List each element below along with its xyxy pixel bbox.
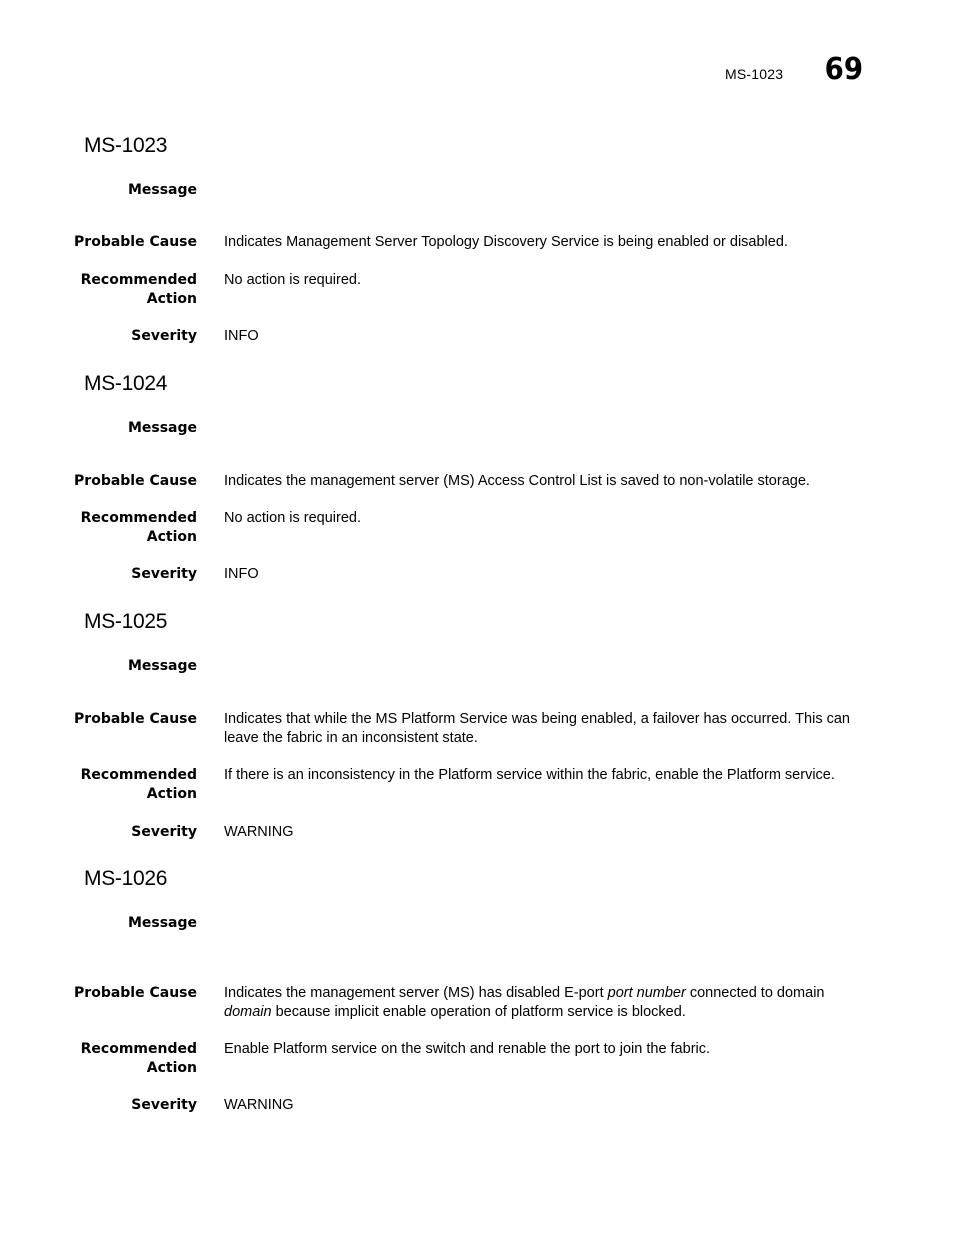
severity-label: Severity [131,566,197,582]
severity-label: Severity [131,824,197,840]
section-title: MS-1024 [84,372,168,395]
chapter-number: 69 [824,52,864,87]
recommended-action-text: No action is required. [224,272,362,288]
domain-variable: domain [224,1004,272,1020]
recommended-action-label [57,509,197,547]
recommended-action-label-line-2: Action [146,529,197,545]
severity-label: Severity [131,1097,197,1113]
section-title: MS-1023 [84,134,168,157]
section-title: MS-1025 [84,610,168,633]
probable-cause-text: Indicates Management Server Topology Discovery Service is being enabled or disabled. [224,234,788,250]
recommended-action-label-line-2: Action [146,291,197,307]
probable-cause-text-part: connected to domain [685,985,825,1001]
message-label: Message [127,915,197,931]
message-label: Message [127,658,197,674]
probable-cause-text-part: Indicates the management server (MS) has disabled E-port [224,985,608,1001]
recommended-action-label [57,1040,197,1078]
recommended-action-label-line-1: Recommended [80,510,197,526]
message-label: Message [127,420,197,436]
probable-cause-label: Probable Cause [74,711,197,727]
recommended-action-text: No action is required. [224,510,362,526]
severity-value: INFO [224,328,259,344]
recommended-action-label-line-1: Recommended [80,767,197,783]
running-title: MS-1023 [725,66,784,82]
probable-cause-text: Indicates that while the MS Platform Service was being enabled, a failover has occurred. This can leave the fabric in an inconsistent state. [224,711,850,746]
message-label: Message [127,182,197,198]
probable-cause-label: Probable Cause [74,473,197,489]
recommended-action-label-line-2: Action [146,1060,197,1076]
severity-value: WARNING [224,824,294,840]
recommended-action-text: Enable Platform service on the switch and renable the port to join the fabric. [224,1041,711,1057]
port-number-variable: port number [607,985,686,1001]
probable-cause-text: Indicates the management server (MS) Access Control List is saved to non-volatile storage. [224,473,810,489]
section-title: MS-1026 [84,867,168,890]
recommended-action-label [57,271,197,309]
probable-cause-label: Probable Cause [74,234,197,250]
recommended-action-label [57,766,197,804]
recommended-action-label-line-1: Recommended [80,272,197,288]
severity-label: Severity [131,328,197,344]
probable-cause-text-part: because implicit enable operation of platform service is blocked. [271,1004,686,1020]
running-header [725,52,865,87]
severity-value: WARNING [224,1097,294,1113]
severity-value: INFO [224,566,259,582]
probable-cause-text [224,984,870,1022]
recommended-action-label-line-1: Recommended [80,1041,197,1057]
recommended-action-text: If there is an inconsistency in the Platform service within the fabric, enable the Platform service. [224,767,835,783]
recommended-action-label-line-2: Action [146,786,197,802]
probable-cause-label: Probable Cause [74,985,197,1001]
